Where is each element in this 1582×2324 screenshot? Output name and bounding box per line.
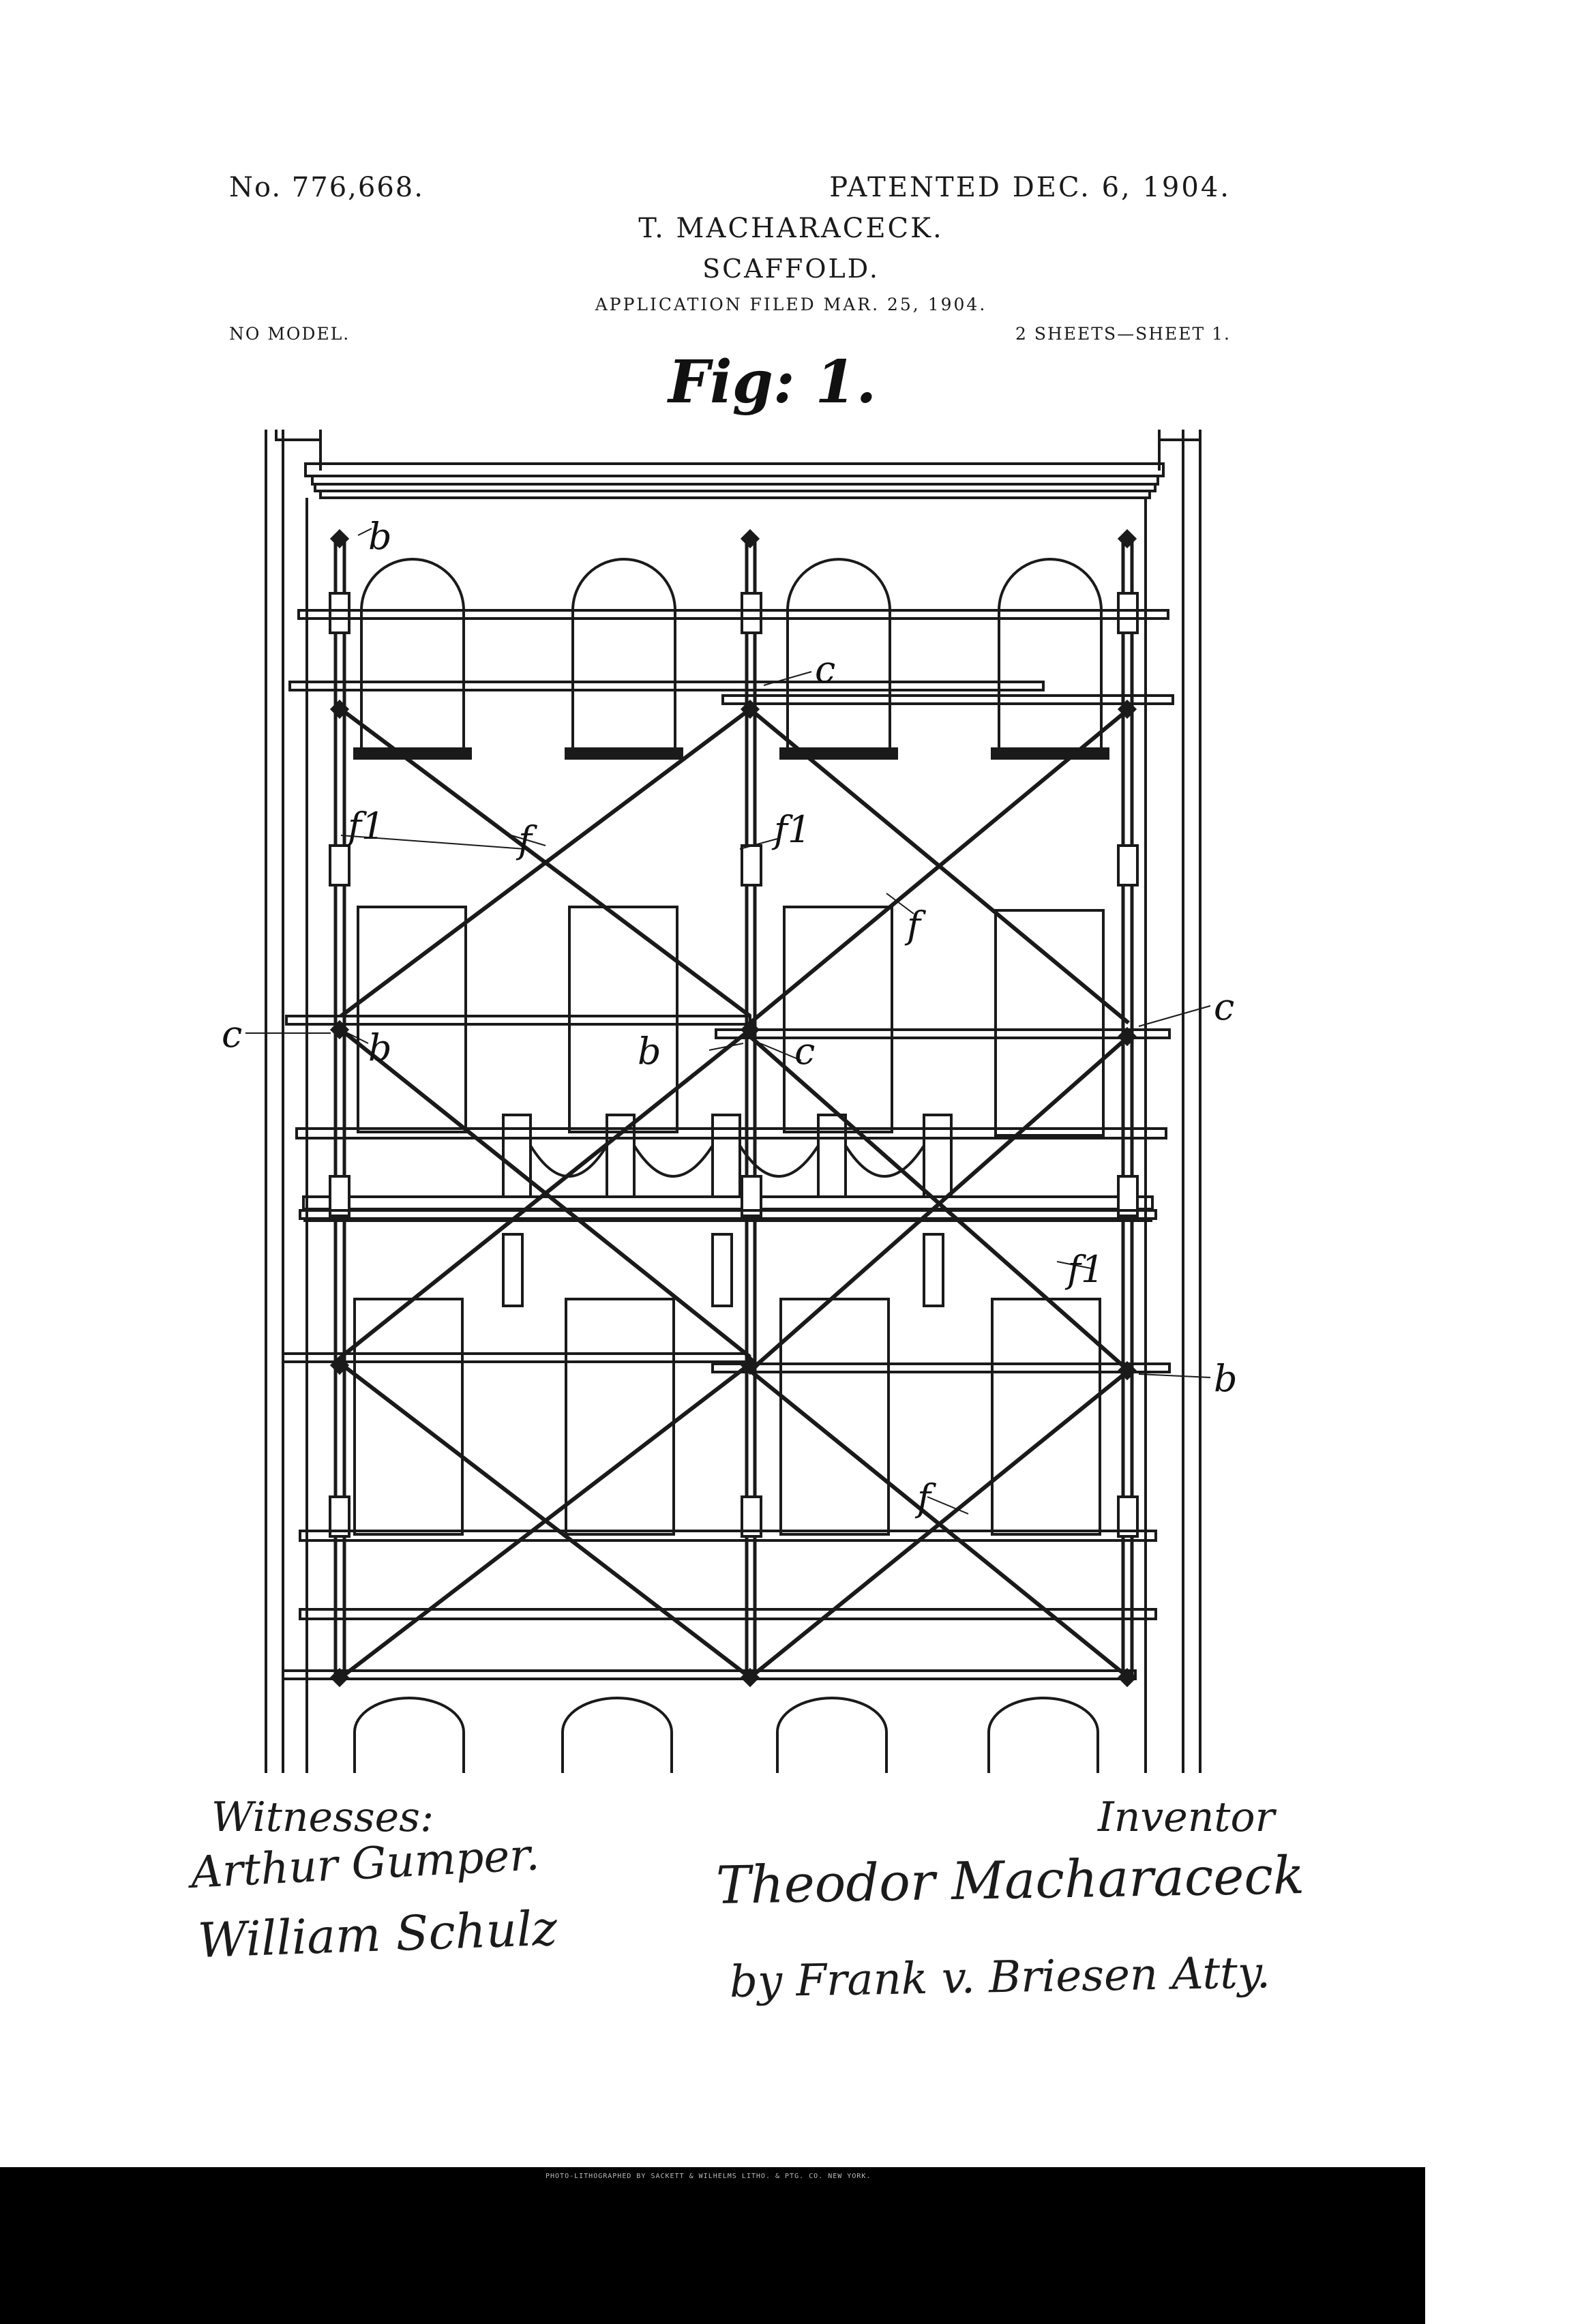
scan-border-bottom: [0, 2167, 1425, 2324]
inventor-heading: Inventor: [1098, 1793, 1275, 1841]
witness-signature-2: William Schulz: [196, 1900, 558, 1969]
ref-label-b: b: [638, 1030, 661, 1073]
cornice: [305, 464, 1163, 498]
patent-number: No. 776,668.: [229, 172, 424, 203]
ref-label-c: c: [222, 1013, 243, 1056]
scaffold-poles: [335, 539, 1132, 1678]
application-filed: APPLICATION FILED MAR. 25, 1904.: [595, 295, 987, 314]
witnesses-heading: Witnesses:: [211, 1793, 434, 1841]
patent-title: SCAFFOLD.: [702, 254, 880, 284]
ref-label-c: c: [1214, 985, 1235, 1028]
inventor-name-header: T. MACHARACECK.: [638, 213, 944, 244]
arched-windows-top: [355, 559, 1108, 758]
windows-middle: [358, 907, 1103, 1135]
scan-border-edge: [1425, 2167, 1582, 2324]
no-model-note: NO MODEL.: [229, 324, 350, 344]
leader-lines: [245, 528, 1210, 1514]
patent-date: PATENTED DEC. 6, 1904.: [829, 172, 1231, 203]
ref-label-f: f: [917, 1476, 931, 1519]
attorney-signature: by Frank v. Briesen Atty.: [729, 1948, 1271, 2008]
ref-label-c: c: [794, 1030, 816, 1073]
ledgers: [283, 610, 1173, 1679]
ref-label-b: b: [1214, 1357, 1238, 1400]
sheet-count: 2 SHEETS—SHEET 1.: [1015, 324, 1231, 344]
ref-label-b: b: [368, 515, 392, 558]
building-outline: [266, 430, 1200, 1773]
ref-label-f1: f1: [1067, 1248, 1105, 1291]
ground-arches: [355, 1698, 1098, 1773]
ref-label-b: b: [368, 1026, 392, 1069]
ref-label-f: f: [518, 818, 532, 861]
ref-label-c: c: [815, 648, 836, 691]
ref-label-f: f: [907, 904, 921, 947]
figure-label: Fig: 1.: [668, 348, 877, 417]
ref-label-f1: f1: [348, 805, 385, 848]
witness-signature-1: Arthur Gumper.: [190, 1830, 541, 1898]
ref-label-f1: f1: [774, 808, 811, 851]
photo-credit: PHOTO-LITHOGRAPHED BY SACKETT & WILHELMS LITHO. & PTG. CO. NEW YORK.: [546, 2173, 871, 2180]
pole-couplings: [330, 593, 1137, 1536]
windows-lower: [355, 1299, 1100, 1534]
inventor-signature: Theodor Macharaceck: [715, 1844, 1305, 1916]
